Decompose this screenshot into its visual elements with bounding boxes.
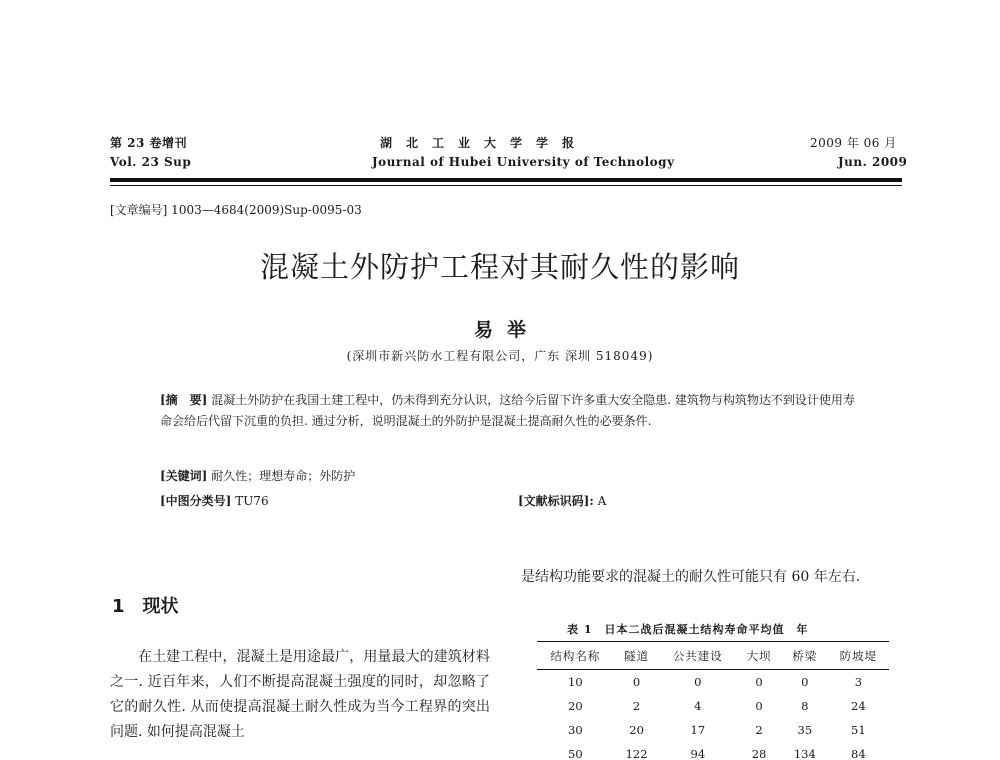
table-row bbox=[537, 718, 889, 742]
date-en: Jun. 2009 bbox=[838, 155, 908, 169]
table-cell: 0 bbox=[755, 698, 763, 713]
table-header-cell: 大坝 bbox=[746, 648, 772, 663]
journal-cn: 湖北工业大学学报 bbox=[380, 136, 589, 150]
table-row bbox=[537, 742, 889, 760]
table-cell: 84 bbox=[851, 746, 866, 760]
table-header-cell: 公共建设 bbox=[672, 648, 723, 663]
table-cell: 10 bbox=[568, 674, 583, 689]
table-cell: 28 bbox=[751, 746, 767, 760]
table-header-cell: 结构名称 bbox=[550, 648, 601, 663]
table-1-caption: 表 1 日本二战后混凝土结构寿命平均值 年 bbox=[567, 623, 809, 636]
section-1-body bbox=[110, 645, 490, 745]
table-1-wrapper bbox=[537, 641, 889, 760]
abstract-block bbox=[160, 390, 860, 432]
doc-code-text: A bbox=[597, 494, 607, 508]
classification-text: TU76 bbox=[235, 494, 269, 508]
table-header-cell: 防坡堤 bbox=[839, 648, 878, 663]
table-cell: 17 bbox=[690, 722, 706, 737]
table-cell: 20 bbox=[568, 698, 583, 713]
issue-en: Vol. 23 Sup bbox=[110, 155, 192, 169]
doc-code-label: [文献标识码]: bbox=[518, 494, 594, 508]
table-cell: 0 bbox=[755, 674, 763, 689]
table-cell: 2 bbox=[632, 698, 641, 713]
issue-cn: 第 23 卷增刊 bbox=[110, 136, 188, 150]
table-cell: 30 bbox=[568, 722, 583, 737]
section-1-paragraph: 在土建工程中，混凝土是用途最广，用量最大的建筑材料之一. 近百年来，人们不断提高混凝土强度的同时，却忽略了它的耐久性. 从而使提高混凝土耐久性成为当今工程界的突出问题. 如何提高混凝土 bbox=[110, 649, 490, 740]
abstract-text: 混凝土外防护在我国土建工程中，仍未得到充分认识，这给今后留下许多重大安全隐患. 建筑物与构筑物达不到设计使用寿命会给后代留下沉重的负担. 通过分析，说明混凝土的外防护是混凝土提高耐久性的必要条件. bbox=[160, 393, 855, 428]
table-header-row bbox=[537, 642, 889, 670]
table-cell: 35 bbox=[797, 722, 813, 737]
table-cell: 20 bbox=[629, 722, 644, 737]
table-cell: 8 bbox=[801, 698, 809, 713]
table-cell: 2 bbox=[755, 722, 763, 737]
classification-label: [中图分类号] bbox=[160, 494, 232, 508]
section-1-heading: 1 现状 bbox=[112, 596, 179, 617]
journal-en: Journal of Hubei University of Technology bbox=[372, 155, 675, 169]
keywords-label: [关键词] bbox=[160, 469, 208, 483]
header-rule-thin bbox=[110, 185, 902, 186]
table-header-cell: 桥梁 bbox=[792, 648, 818, 663]
table-cell: 0 bbox=[632, 674, 641, 689]
table-cell: 94 bbox=[690, 746, 706, 760]
keywords-text: 耐久性；理想寿命；外防护 bbox=[211, 469, 356, 483]
paper-title: 混凝土外防护工程对其耐久性的影响 bbox=[259, 250, 740, 284]
table-cell: 51 bbox=[851, 722, 866, 737]
table-header-cell: 隧道 bbox=[624, 648, 650, 663]
table-row bbox=[537, 670, 889, 694]
abstract-label: [摘 要] bbox=[160, 393, 208, 407]
article-number: [文章编号] 1003—4684(2009)Sup-0095-03 bbox=[110, 203, 362, 217]
table-cell: 50 bbox=[568, 746, 583, 760]
keywords-block bbox=[160, 467, 355, 484]
table-cell: 122 bbox=[625, 746, 648, 760]
table-cell: 4 bbox=[694, 698, 702, 713]
author-name: 易举 bbox=[473, 319, 540, 341]
table-1 bbox=[537, 641, 889, 760]
date-cn: 2009 年 06 月 bbox=[810, 136, 897, 150]
doc-code-block bbox=[518, 492, 606, 509]
table-cell: 0 bbox=[801, 674, 809, 689]
classification-block bbox=[160, 492, 269, 509]
author-affiliation: (深圳市新兴防水工程有限公司，广东 深圳 518049) bbox=[346, 349, 654, 363]
table-cell: 3 bbox=[854, 674, 863, 689]
table-cell: 134 bbox=[793, 746, 816, 760]
table-cell: 24 bbox=[851, 698, 866, 713]
table-row bbox=[537, 694, 889, 718]
table-cell: 0 bbox=[694, 674, 702, 689]
header-rule-thick bbox=[110, 178, 902, 182]
right-column-text: 是结构功能要求的混凝土的耐久性可能只有 60 年左右. bbox=[521, 569, 861, 585]
